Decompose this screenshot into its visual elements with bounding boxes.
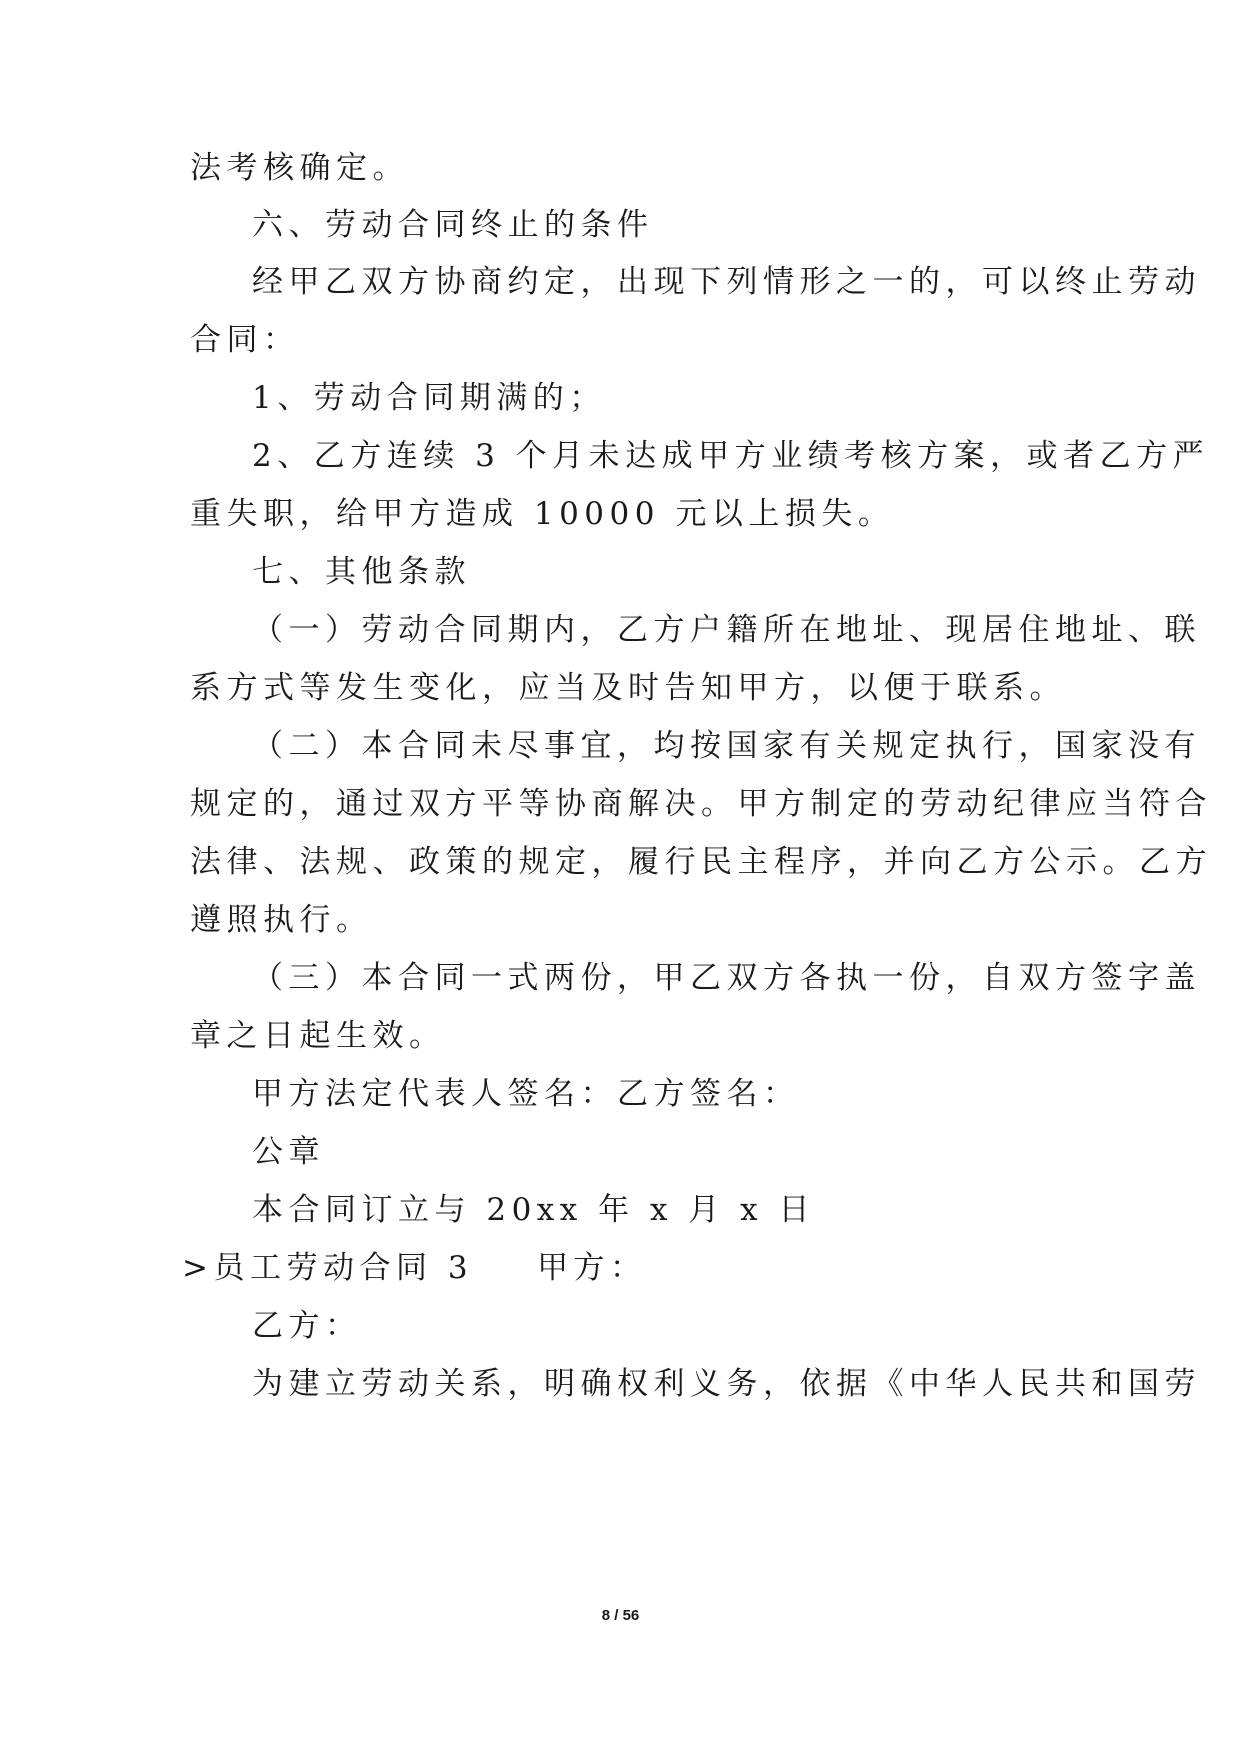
paragraph-line: 为建立劳动关系，明确权利义务，依据《中华人民共和国劳 bbox=[252, 1366, 1201, 1402]
paragraph-line: 法考核确定。 bbox=[190, 150, 409, 186]
paragraph-line: 规定的，通过双方平等协商解决。甲方制定的劳动纪律应当符合 bbox=[190, 786, 1212, 822]
seal-line: 公章 bbox=[252, 1134, 325, 1170]
clause-line: （三）本合同一式两份，甲乙双方各执一份，自双方签字盖 bbox=[252, 960, 1201, 996]
signature-line: 甲方法定代表人签名：乙方签名： bbox=[252, 1076, 800, 1112]
section-heading: 七、其他条款 bbox=[252, 554, 471, 590]
list-item: 1、劳动合同期满的； bbox=[252, 380, 606, 416]
paragraph-line: 经甲乙双方协商约定，出现下列情形之一的，可以终止劳动 bbox=[252, 264, 1201, 300]
contract-heading-line bbox=[182, 1248, 647, 1288]
paragraph-line: 遵照执行。 bbox=[190, 902, 373, 938]
list-item: 2、乙方连续 3 个月未达成甲方业绩考核方案，或者乙方严 bbox=[252, 438, 1210, 474]
clause-line: （一）劳动合同期内，乙方户籍所在地址、现居住地址、联 bbox=[252, 612, 1201, 648]
party-a-label: 甲方： bbox=[537, 1250, 647, 1286]
paragraph-line: 合同： bbox=[190, 322, 300, 358]
clause-line: （二）本合同未尽事宜，均按国家有关规定执行，国家没有 bbox=[252, 728, 1201, 764]
party-b-label: 乙方： bbox=[252, 1308, 362, 1344]
paragraph-line: 法律、法规、政策的规定，履行民主程序，并向乙方公示。乙方 bbox=[190, 844, 1212, 880]
section-heading: 六、劳动合同终止的条件 bbox=[252, 207, 654, 243]
date-line: 本合同订立与 20xx 年 x 月 x 日 bbox=[252, 1192, 816, 1228]
paragraph-line: 章之日起生效。 bbox=[190, 1018, 446, 1054]
paragraph-line: 系方式等发生变化，应当及时告知甲方，以便于联系。 bbox=[190, 670, 1066, 706]
paragraph-line: 重失职，给甲方造成 10000 元以上损失。 bbox=[190, 496, 895, 532]
contract-title: >员工劳动合同 3 bbox=[182, 1250, 474, 1286]
page-number: 8 / 56 bbox=[601, 1607, 640, 1624]
